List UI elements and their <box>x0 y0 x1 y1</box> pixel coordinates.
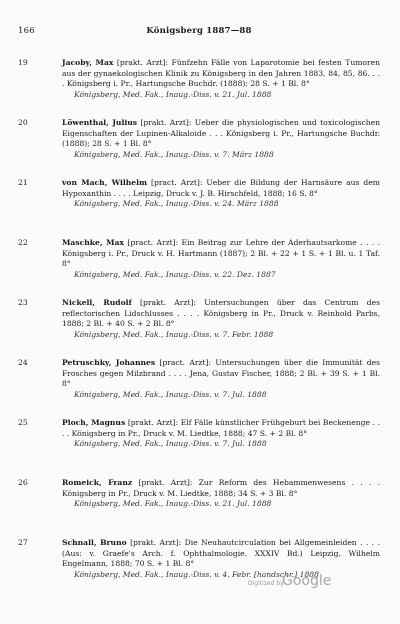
entry-body <box>62 118 380 160</box>
entry-number: 23 <box>18 298 28 307</box>
entry-text: [prakt. Arzt]: Untersuchungen über das Centrum des reflectorischen Lidschlusses . . . . Königsberg in Pr., Druck v. Reinhold Parbs, 1888; 2 Bl. + 40 S. + 2 Bl. 8° <box>62 298 380 329</box>
entry-faculty-detail: Königsberg, Med. Fak., Inaug.-Diss. v. 7. Jul. 1888 <box>74 439 267 449</box>
entry-number: 25 <box>18 418 28 427</box>
entry-body <box>62 418 380 450</box>
list-item <box>18 358 380 418</box>
entry-number: 19 <box>18 58 28 67</box>
entry-number: 26 <box>18 478 28 487</box>
entry-author: Schnall, Bruno <box>62 538 127 547</box>
entry-body <box>62 178 380 210</box>
entry-text: [prakt. Arzt]: Die Neuhautcirculation bei Allgemeinleiden . . . . (Aus: v. Graefe's Arch. f. Ophthalmologie. XXXIV Bd.) Leipzig, Wilhelm Engelmann, 1888; 70 S. + 1 Bl. 8° <box>62 538 381 569</box>
entry-number: 21 <box>18 178 28 187</box>
entry-text: [pract. Arzt]: Ein Beitrag zur Lehre der Aderhautsarkome . . . . Königsberg i. Pr., Druck v. H. Hartmann (1887); 2 Bl. + 22 + 1 S. + 1 Bl. u. 1 Taf. 8° <box>62 238 380 269</box>
list-item <box>18 478 380 538</box>
entry-text: [pract. Arzt]: Untersuchungen über die Immunität des Frosches gegen Milzbrand . . . . Jena, Gustav Fischer, 1888; 2 Bl. + 39 S. + 1 Bl. 8° <box>62 358 380 389</box>
page-header <box>18 26 380 40</box>
entry-body <box>62 298 380 340</box>
running-title: Königsberg 1887—88 <box>146 26 252 36</box>
dissertation-list <box>18 58 380 598</box>
entry-author: Ploch, Magnus <box>62 418 126 427</box>
entry-body <box>62 478 380 510</box>
list-item <box>18 238 380 298</box>
entry-body <box>62 58 380 100</box>
entry-text: [pract. Arzt]: Ueber die Bildung der Harnsäure aus dem Hypoxanthin . . . . Leipzig, Druck v. J. B. Hirschfeld, 1888; 16 S. 8° <box>62 178 380 198</box>
entry-author: Petruschky, Johannes <box>62 358 156 367</box>
entry-faculty-detail: Königsberg, Med. Fak., Inaug.-Diss. v. 7. Febr. 1888 <box>74 329 274 339</box>
entry-faculty-detail: Königsberg, Med. Fak., Inaug.-Diss. v. 7. März 1888 <box>74 149 274 159</box>
entry-author: Löwenthal, Julius <box>62 118 138 127</box>
entry-body <box>62 238 380 280</box>
list-item <box>18 298 380 358</box>
entry-text: [prakt. Arzt]: Fünfzehn Fälle von Laparotomie bei festen Tumoren aus der gynaekologischen Klinik zu Königsberg in den Jahren 1883, 84, 85, 86. . . . Königsberg i. Pr., Hartungsche Buchdr. (1888); 28 S. + 1 Bl. 8° <box>62 58 380 89</box>
entry-citation <box>62 178 380 199</box>
entry-faculty-detail: Königsberg, Med. Fak., Inaug.-Diss. v. 4. Febr. [handschr.] 1888 <box>74 569 319 579</box>
entry-body <box>62 358 380 400</box>
entry-citation <box>62 298 380 330</box>
entry-author: von Mach, Wilhelm <box>62 178 148 187</box>
entry-number: 22 <box>18 238 28 247</box>
entry-citation <box>62 58 380 90</box>
entry-citation <box>62 118 380 150</box>
list-item <box>18 178 380 238</box>
entry-faculty-detail: Königsberg, Med. Fak., Inaug.-Diss. v. 22. Dez. 1887 <box>74 269 276 279</box>
digitized-watermark <box>248 572 358 594</box>
entry-number: 20 <box>18 118 28 127</box>
entry-number: 27 <box>18 538 28 547</box>
entry-citation <box>62 358 380 390</box>
entry-citation <box>62 238 380 270</box>
list-item <box>18 118 380 178</box>
entry-faculty-detail: Königsberg, Med. Fak., Inaug.-Diss. v. 24. März 1888 <box>74 199 279 209</box>
digitized-label: Digitized by <box>248 580 284 587</box>
entry-citation <box>62 478 380 499</box>
entry-author: Nickell, Rudolf <box>62 298 132 307</box>
entry-author: Romeick, Franz <box>62 478 133 487</box>
list-item <box>18 58 380 118</box>
entry-text: [prakt. Arzt]: Elf Fälle künstlicher Frühgeburt bei Beckenenge . . . . Königsberg in Pr., Druck v. M. Liedtke, 1888; 47 S. + 2 Bl. 8° <box>62 418 380 438</box>
list-item <box>18 418 380 478</box>
page-number: 166 <box>18 26 35 36</box>
entry-number: 24 <box>18 358 28 367</box>
entry-author: Jacoby, Max <box>62 58 114 67</box>
entry-text: [prakt. Arzt]: Ueber die physiologischen und toxicologischen Eigenschaften der Lupinen-Alkaloide . . . Königsberg i. Pr., Hartungsche Buchdr. (1888); 28 S. + 1 Bl. 8° <box>62 118 380 149</box>
entry-faculty-detail: Königsberg, Med. Fak., Inaug.-Diss. v. 7. Jul. 1888 <box>74 389 267 399</box>
entry-citation <box>62 538 380 570</box>
entry-faculty-detail: Königsberg, Med. Fak., Inaug.-Diss. v. 21. Jul. 1888 <box>74 499 272 509</box>
google-logo: Google <box>282 573 332 589</box>
entry-author: Maschke, Max <box>62 238 124 247</box>
entry-text: [prakt. Arzt]: Zur Reform des Hebammenwesens . . . . Königsberg in Pr., Druck v. M. Liedtke, 1888; 34 S. + 3 Bl. 8° <box>62 478 381 498</box>
entry-faculty-detail: Königsberg, Med. Fak., Inaug.-Diss. v. 21. Jul. 1888 <box>74 89 272 99</box>
entry-citation <box>62 418 380 439</box>
